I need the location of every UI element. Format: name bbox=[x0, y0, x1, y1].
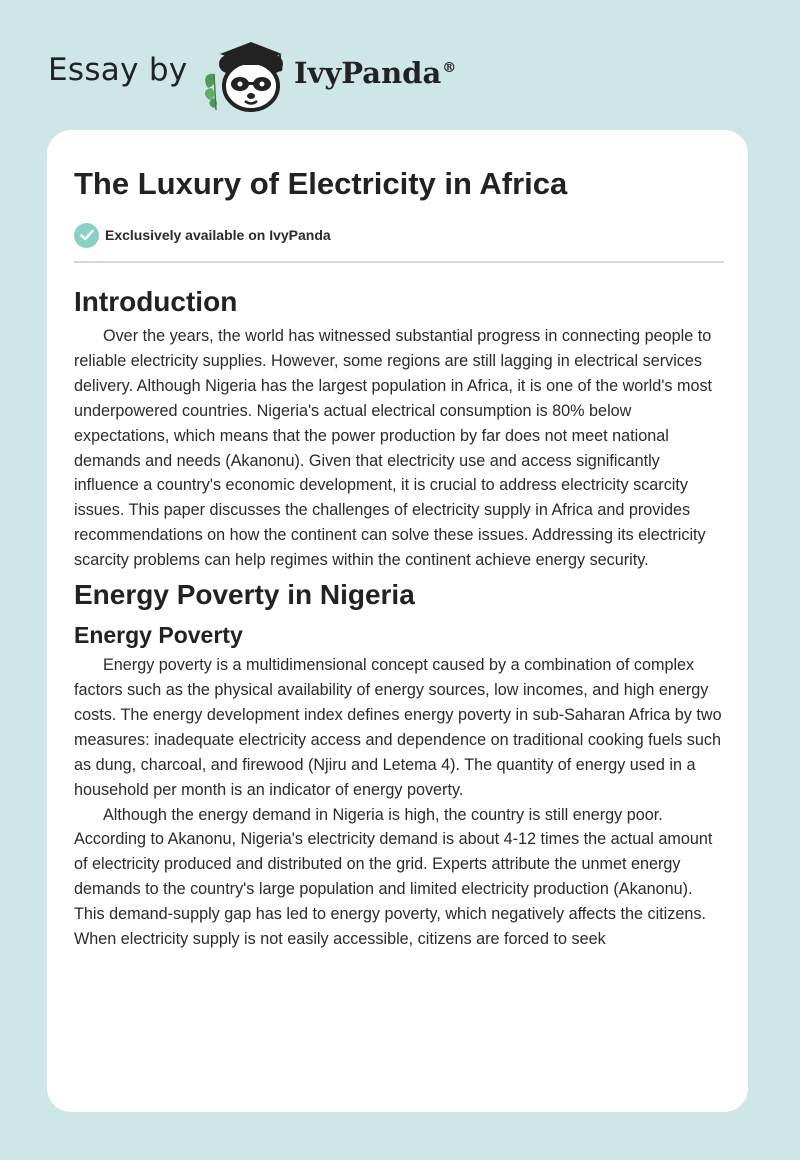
section-heading-introduction: Introduction bbox=[74, 286, 238, 317]
panda-logo-icon[interactable] bbox=[202, 34, 294, 112]
registered-mark: ® bbox=[442, 60, 457, 77]
title-divider bbox=[74, 261, 724, 263]
essay-body bbox=[74, 280, 724, 952]
paragraph: Over the years, the world has witnessed substantial progress in connecting people to reliable electricity supplies. However, some regions are still lagging in electrical services delivery. Although Nigeria has the largest population in Africa, it is one of the world's most underpowered countries. Nigeria's actual electrical consumption is 80% below expectations, which means that the power production by far does not meet national demands and needs (Akanonu). Given that electricity use and access significantly influence a country's economic development, it is crucial to address electricity scarcity issues. This paper discusses the challenges of electricity supply in Africa and provides recommendations on how the continent can solve these issues. Addressing its electricity scarcity problems can help regimes within the continent achieve energy security. bbox=[74, 327, 713, 570]
brand-name[interactable] bbox=[294, 56, 456, 90]
check-icon bbox=[74, 223, 99, 248]
essay-card bbox=[47, 130, 748, 1112]
section-heading-energy-poverty-nigeria: Energy Poverty in Nigeria bbox=[74, 579, 415, 611]
paragraph: Energy poverty is a multidimensional concept caused by a combination of complex factors such as the physical availability of energy sources, low incomes, and high energy costs. The energy development index defines energy poverty in sub-Saharan Africa by two measures: inadequate electricity access and dependence on traditional cooking fuels such as dung, charcoal, and firewood (Njiru and Letema 4). The quantity of energy used in a household per month is an indicator of energy poverty. bbox=[74, 656, 722, 799]
paragraph: Although the energy demand in Nigeria is high, the country is still energy poor. According to Akanonu, Nigeria's electricity demand is about 4-12 times the actual amount of electricity produced and distributed on the grid. Experts attribute the unmet energy demands to the country's large population and limited electricity production (Akanonu). This demand-supply gap has led to energy poverty, which negatively affects the citizens. When electricity supply is not easily accessible, citizens are forced to seek bbox=[74, 805, 713, 949]
badge-label: Exclusively available on IvyPanda bbox=[105, 227, 331, 243]
exclusive-badge bbox=[74, 222, 331, 248]
site-header bbox=[48, 28, 548, 112]
page-title: The Luxury of Electricity in Africa bbox=[74, 166, 568, 201]
subsection-heading-energy-poverty: Energy Poverty bbox=[74, 622, 243, 649]
brand-text: IvyPanda bbox=[294, 56, 442, 90]
essay-by-label: Essay by bbox=[48, 52, 188, 88]
